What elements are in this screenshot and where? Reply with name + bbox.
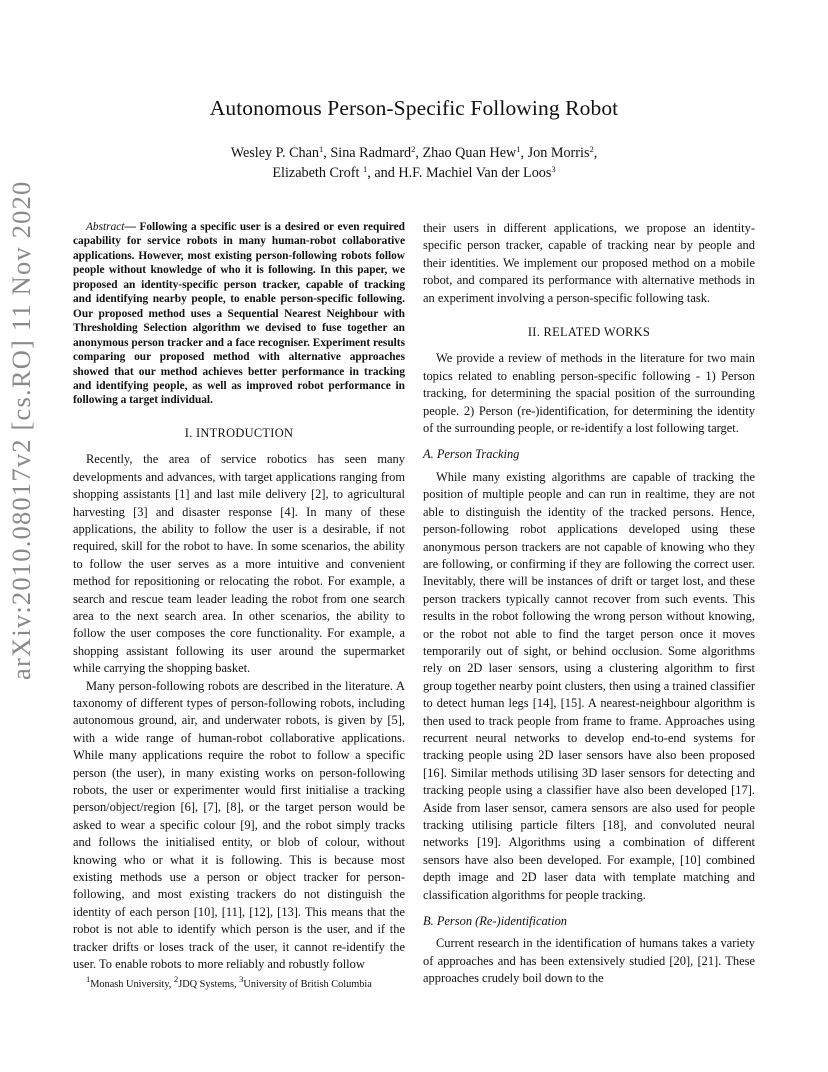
- abstract-text: — Following a specific user is a desired or even required capability for service robots in many human-robot collaborative applications. However, most existing person-following robots follow people without knowledge of who it is following. In this paper, we proposed an identity-specific person tracker, capable of tracking and identifying nearby people, to enable person-specific following. Our proposed method uses a Sequential Nearest Neighbour with Thresholding Selection algorithm we devised to fuse together an anonymous person tracker and a face recogniser. Experiment results comparing our proposed method with alternative approaches showed that our method achieves better performance in tracking and identifying people, as well as improved robot performance in following a target individual.: [73, 221, 405, 407]
- affiliation-mark: 1: [362, 164, 368, 174]
- affiliation-mark: 1: [516, 144, 521, 154]
- right-column: [423, 220, 755, 988]
- affiliation-mark: 2: [173, 974, 179, 984]
- affiliation-mark: 2: [589, 144, 594, 154]
- affiliation-text: JDQ Systems,: [178, 979, 240, 990]
- author-name: , and H.F. Machiel Van der Loos: [367, 165, 552, 181]
- abstract-label: Abstract: [86, 221, 125, 233]
- subsection-heading-person-tracking: A. Person Tracking: [423, 447, 520, 462]
- author-name: , Jon Morris: [520, 145, 590, 161]
- affiliation-text: Monash University,: [90, 979, 174, 990]
- author-list: [0, 143, 828, 183]
- affiliation-mark: 1: [319, 144, 324, 154]
- abstract: [73, 220, 405, 408]
- affiliation-footnote: [73, 974, 405, 992]
- author-name: Elizabeth Croft: [272, 165, 363, 181]
- intro-paragraph-2: Many person-following robots are described in the literature. A taxonomy of different types of person-following robots, including autonomous ground, air, and underwater robots, is given by [5], with a wide range of human-robot collaborative applications. While many applications require the robot to follow a specific person (the user), in many existing works on person-following robots, the user or experimenter would first initialise a tracking person/object/region [6], [7], [8], or the target person would be asked to wear a specific colour [9], and the robot simply tracks and follows the initialised entity, or blob of colour, without knowing who or what it is following. This is because most existing methods use a person or object tracker for person-following, and most existing trackers do not distinguish the identity of each person [10], [11], [12], [13]. This means that the robot is not able to identify which person is the user, and if the tracker drifts or loses track of the user, it cannot re-identify the user. To enable robots to more reliably and robustly follow: [73, 678, 405, 972]
- section-heading-related-works: II. RELATED WORKS: [527, 325, 651, 340]
- author-name: , Sina Radmard: [323, 145, 412, 161]
- author-name: , Zhao Quan Hew: [415, 145, 517, 161]
- affiliation-mark: 1: [86, 974, 91, 984]
- affiliation-mark: 2: [411, 144, 416, 154]
- affiliation-mark: 3: [239, 974, 244, 984]
- author-name: Wesley P. Chan: [230, 145, 320, 161]
- reid-paragraph-1: Current research in the identification of humans takes a variety of approaches and has been extensively studied [20], [21]. These approaches crudely boil down to the: [423, 936, 755, 986]
- author-separator: ,: [593, 145, 598, 161]
- subsection-heading-person-reidentification: B. Person (Re-)identification: [423, 914, 568, 929]
- intro-paragraph-1: Recently, the area of service robotics has seen many developments and advances, with target applications ranging from shopping assistants [1] and last mile delivery [2], to agricultural harvesting [3] and disaster response [4]. In many of these applications, the ability to follow the user is a desirable, if not required, skill for the robot to have. In some scenarios, the ability to follow the user serves as a more intuitive and convenient method for repositioning or relocating the robot. For example, a search and rescue team leader leading the robot from one search area to the next search area. In other scenarios, the ability to follow the user composes the core functionality. For example, a shopping assistant following its user around the supermarket while carrying the shopping basket.: [73, 452, 405, 676]
- affiliation-text: University of British Columbia: [243, 979, 372, 990]
- affiliation-mark: 3: [551, 164, 556, 174]
- section-heading-introduction: I. INTRODUCTION: [184, 425, 294, 440]
- arxiv-stamp: arXiv:2010.08017v2 [cs.RO] 11 Nov 2020: [6, 180, 36, 680]
- tracking-paragraph-1: While many existing algorithms are capable of tracking the position of multiple people and can run in realtime, they are not able to distinguish the identity of the tracked persons. Hence, person-following robot applications developed using these anonymous person trackers are not capable of knowing who they are following, or confirming if they are following the correct user. Inevitably, there will be instances of drift or target lost, and these person trackers typically cannot recover from such events. This results in the robot following the wrong person without knowing, or the robot not able to find the target person once it moves temporarily out of sight, or behind occlusion. Some algorithms rely on 2D laser sensors, using a clustering algorithm to first group together nearby point clusters, then using a trained classifier to detect human legs [14], [15]. A nearest-neighbour algorithm is then used to track people from frame to frame. Approaches using recurrent neural networks to develop end-to-end systems for tracking people using 2D laser sensors have also been proposed [16]. Similar methods utilising 3D laser sensors for detecting and tracking people using a classifier have also been developed [17]. Aside from laser sensor, camera sensors are also used for people tracking utilising particle filters [18], and convoluted neural networks [19]. Algorithms using a combination of different sensors have also been developed. For example, [10] combined depth image and 2D laser data with template matching and classification algorithms for people tracking.: [423, 469, 755, 902]
- related-paragraph-1: We provide a review of methods in the literature for two main topics related to enabling person-specific following - 1) Person tracking, for determining the spacial position of the surrounding people. 2) Person (re-)identification, for determining the identity of the surrounding people, or re-identify a lost following target.: [423, 351, 755, 436]
- paper-title: Autonomous Person-Specific Following Robot: [209, 96, 619, 120]
- left-column: [73, 220, 405, 973]
- intro-paragraph-2-continued: their users in different applications, we propose an identity-specific person tracker, capable of tracking near by people and their identities. We implement our proposed method on a mobile robot, and compared its performance with alternative methods in an experiment involving a person-specific following task.: [423, 221, 755, 305]
